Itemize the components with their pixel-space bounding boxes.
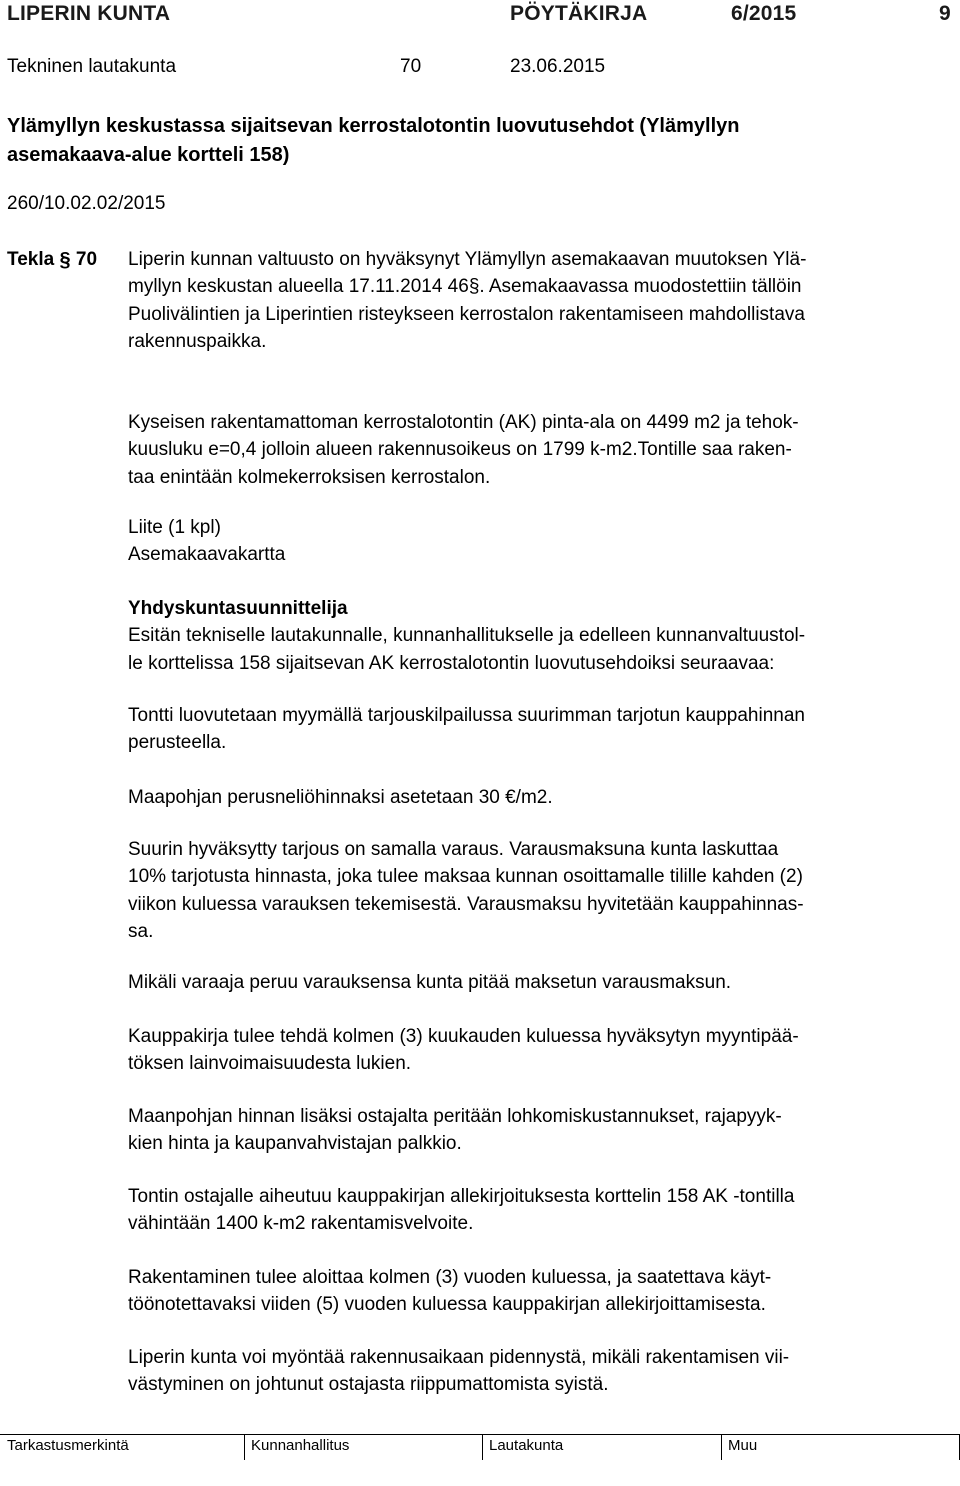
footer-cell-committee: Lautakunta <box>482 1434 721 1460</box>
text-line: Mikäli varaaja peruu varauksensa kunta pitää maksetun varausmaksun. <box>128 972 732 993</box>
text-line: Liperin kunnan valtuusto on hyväksynyt Ylämyllyn asemakaavan muutoksen Ylä- <box>128 249 807 270</box>
attachment-list <box>128 514 956 569</box>
text-line: Tontti luovutetaan myymällä tarjouskilpailussa suurimman tarjotun kauppahinnan <box>128 705 805 726</box>
text-line: Liperin kunta voi myöntää rakennusaikaan pidennystä, mikäli rakentamisen vii- <box>128 1347 790 1368</box>
header-doc-number: 6/2015 <box>731 2 797 25</box>
text-line: kuusluku e=0,4 jolloin alueen rakennusoikeus on 1799 k-m2.Tontille saa raken- <box>128 439 792 461</box>
section-body-label: Tekla <box>7 249 55 270</box>
attachment-count: Liite (1 kpl) <box>128 517 221 538</box>
text-line: Kauppakirja tulee tehdä kolmen (3) kuukauden kuluessa hyväksytyn myyntipää- <box>128 1026 799 1047</box>
text-line: sa. <box>128 921 154 943</box>
reference-number: 260/10.02.02/2015 <box>7 193 166 214</box>
title-line: Ylämyllyn keskustassa sijaitsevan kerrostalotontin luovutusehdot (Ylämyllyn <box>7 115 740 137</box>
footer-cell-other: Muu <box>721 1434 960 1460</box>
text-line: Tontin ostajalle aiheutuu kauppakirjan allekirjoituksesta korttelin 158 AK -tontilla <box>128 1186 795 1207</box>
header-date: 23.06.2015 <box>510 56 606 77</box>
footer-cell-review: Tarkastusmerkintä <box>7 1437 129 1454</box>
paragraph-background <box>128 246 956 356</box>
attachment-name: Asemakaavakartta <box>128 544 286 566</box>
text-line: taa enintään kolmekerroksisen kerrostalon. <box>128 466 491 488</box>
text-line: Puolivälintien ja Liperintien risteykseen kerrostalon rakentamiseen mahdollistava <box>128 303 805 325</box>
paragraph-cancellation <box>128 969 956 996</box>
text-line: Maapohjan perusneliöhinnaksi asetetaan 30 €/m2. <box>128 787 553 808</box>
footer-table <box>0 1434 960 1460</box>
text-line: rakennuspaikka. <box>128 331 267 353</box>
text-line: Kyseisen rakentamattoman kerrostalotontin (AK) pinta-ala on 4499 m2 ja tehok- <box>128 412 799 433</box>
header-section-number: 70 <box>400 56 422 77</box>
text-line: västyminen on johtunut ostajasta riippumattomista syistä. <box>128 1374 609 1396</box>
text-line: Esitän tekniselle lautakunnalle, kunnanhallitukselle ja edelleen kunnanvaltuustol- <box>128 625 806 647</box>
paragraph-extra-costs <box>128 1103 956 1158</box>
presenter-title: Yhdyskuntasuunnittelija <box>128 598 348 619</box>
paragraph-base-price <box>128 784 956 811</box>
header-org: LIPERIN KUNTA <box>7 2 171 25</box>
text-line: vähintään 1400 k-m2 rakentamisvelvoite. <box>128 1213 474 1235</box>
proposal-block <box>128 595 956 677</box>
paragraph-sale-method <box>128 702 956 757</box>
text-line: 10% tarjotusta hinnasta, joka tulee maksaa kunnan osoittamalle tilille kahden (2) <box>128 866 803 888</box>
header-body: Tekninen lautakunta <box>7 56 177 77</box>
paragraph-reservation <box>128 836 956 946</box>
text-line: perusteella. <box>128 732 227 754</box>
paragraph-schedule <box>128 1264 956 1319</box>
header-page-number: 9 <box>939 2 951 25</box>
text-line: Rakentaminen tulee aloittaa kolmen (3) vuoden kuluessa, ja saatettava käyt- <box>128 1267 772 1288</box>
text-line: viikon kuluessa varauksen tekemisestä. Varausmaksu hyvitetään kauppahinnas- <box>128 893 804 915</box>
paragraph-deed <box>128 1023 956 1078</box>
footer-cell-board: Kunnanhallitus <box>244 1434 482 1460</box>
matter-title <box>7 112 739 170</box>
text-line: Maanpohjan hinnan lisäksi ostajalta peritään lohkomiskustannukset, rajapyyk- <box>128 1106 782 1127</box>
text-line: töönotettavaksi viiden (5) vuoden kuluessa kauppakirjan allekirjoittamisesta. <box>128 1294 766 1316</box>
text-line: le korttelissa 158 sijaitsevan AK kerrostalotontin luovutusehdoiksi seuraavaa: <box>128 652 775 674</box>
paragraph-extension <box>128 1344 956 1399</box>
text-line: myllyn keskustan alueella 17.11.2014 46§. Asemakaavassa muodostettiin tällöin <box>128 276 802 298</box>
text-line: kien hinta ja kaupanvahvistajan palkkio. <box>128 1133 462 1155</box>
paragraph-building-obligation <box>128 1183 956 1238</box>
section-label <box>7 249 97 272</box>
title-line: asemakaava-alue kortteli 158) <box>7 144 290 166</box>
paragraph-plot-details <box>128 409 956 491</box>
text-line: Suurin hyväksytty tarjous on samalla varaus. Varausmaksuna kunta laskuttaa <box>128 839 779 860</box>
section-symbol: § <box>59 249 71 271</box>
text-line: töksen lainvoimaisuudesta lukien. <box>128 1053 412 1075</box>
section-label-number: 70 <box>75 249 98 270</box>
header-doc-type: PÖYTÄKIRJA <box>510 2 648 25</box>
